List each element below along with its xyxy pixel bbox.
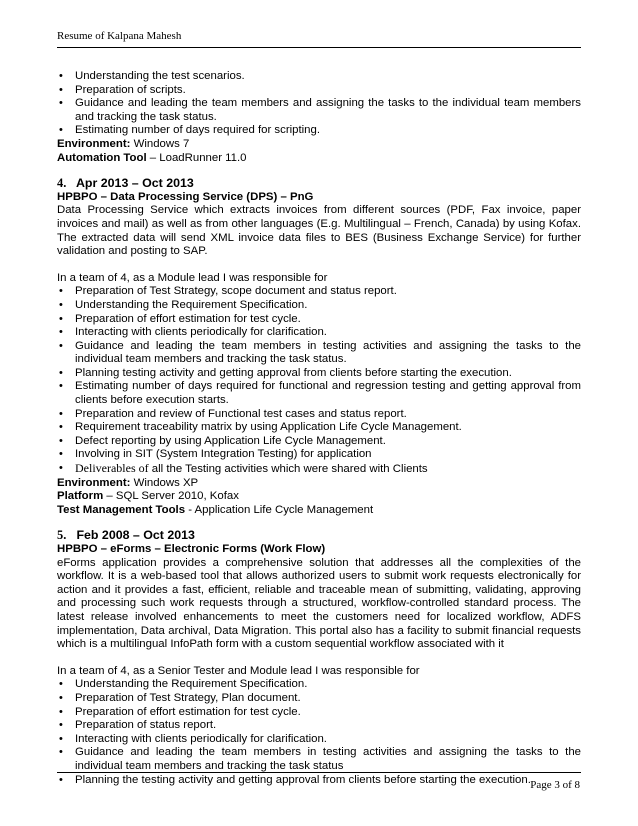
list-item: • Preparation of effort estimation for test cycle. — [57, 313, 581, 327]
list-item: • Interacting with clients periodically for clarification. — [57, 326, 581, 340]
deliverables-text: Deliverables of — [75, 461, 149, 476]
project-4-tools-line — [57, 504, 581, 518]
deliverables-rest: all the Testing activities which were shared with Clients — [148, 463, 428, 476]
environment-value: Windows 7 — [130, 137, 190, 150]
spacer — [57, 259, 581, 272]
list-item: • Understanding the test scenarios. — [57, 70, 581, 84]
list-item: • Preparation of effort estimation for test cycle. — [57, 706, 581, 720]
project-5-title: HPBPO – eForms – Electronic Forms (Work Flow) — [57, 543, 326, 555]
intro-bullet-list — [57, 70, 581, 138]
spacer — [57, 652, 581, 665]
list-item: • Requirement traceability matrix by using Application Life Cycle Management. — [57, 421, 581, 435]
project-5-team-intro: In a team of 4, as a Senior Tester and Module lead I was responsible for — [57, 664, 420, 677]
project-4-description: Data Processing Service which extracts invoices from different sources (PDF, Fax invoice, paper invoices and mail) as well as from other languages (E.g. Multilingual – French, Canada) by using Kofax. The extracted data will send XML invoice data files to BES (Business Exchange Service) for further validation and posting to SAP. — [57, 204, 581, 258]
project-4-responsibilities — [57, 285, 581, 476]
project-5-responsibilities — [57, 678, 581, 787]
project-4-number: 4. — [57, 176, 67, 191]
list-item: • Planning testing activity and getting approval from clients before starting the execution. — [57, 367, 581, 381]
project-4-period: Apr 2013 – Oct 2013 — [75, 176, 194, 191]
list-item: • Defect reporting by using Application Life Cycle Management. — [57, 435, 581, 449]
list-item: • Estimating number of days required for scripting. — [57, 124, 581, 138]
list-item: • Preparation of Test Strategy, Plan document. — [57, 692, 581, 706]
automation-tool-line — [57, 152, 581, 166]
environment-label: Environment: — [57, 476, 131, 489]
list-item: • Preparation and review of Functional test cases and status report. — [57, 408, 581, 422]
list-item: • Preparation of status report. — [57, 719, 581, 733]
tools-label: Test Management Tools — [57, 503, 186, 516]
environment-value: Windows XP — [130, 476, 199, 489]
project-4-heading — [57, 177, 581, 191]
platform-value: – SQL Server 2010, Kofax — [103, 490, 239, 503]
tools-value: - Application Life Cycle Management — [185, 503, 374, 516]
list-item: • Understanding the Requirement Specification. — [57, 678, 581, 692]
list-item: • Preparation of scripts. — [57, 84, 581, 98]
project-4-team-intro: In a team of 4, as a Module lead I was responsible for — [57, 271, 328, 284]
platform-label: Platform — [57, 490, 104, 503]
list-item: • Preparation of Test Strategy, scope document and status report. — [57, 285, 581, 299]
project-5-period: Feb 2008 – Oct 2013 — [76, 528, 195, 543]
project-4-platform-line — [57, 490, 581, 504]
automation-tool-label: Automation Tool — [57, 151, 147, 164]
list-item: • Planning the testing activity and getting approval from clients before starting the execution. — [57, 774, 581, 788]
list-item: • Guidance and leading the team members in testing activities and assigning the tasks to the individual team members and tracking the task status — [57, 746, 581, 773]
project-5-description: eForms application provides a comprehensive solution that addresses all the complexities of the workflow. It is a web-based tool that allows authorized users to submit work requests electronically for action and it provides a fast, efficient, reliable and traceable mean of submitting, validating, approving and processing such work requests through a structured, workflow-controlled standard process. The latest release involved enhancements to meet the customers need for localized workflow, ADFS implementation, Data archival, Data Migration. This portal also has a facility to submit financial requests which is a multilingual InfoPath form with a custom sequential workflow associated with it — [57, 556, 581, 651]
list-item: • Involving in SIT (System Integration Testing) for application — [57, 448, 581, 462]
project-5-number: 5. — [57, 528, 67, 543]
list-item: • Interacting with clients periodically for clarification. — [57, 733, 581, 747]
page-content — [57, 70, 581, 787]
header-divider — [57, 47, 581, 48]
project-4-title: HPBPO – Data Processing Service (DPS) – PnG — [57, 190, 314, 203]
list-item: • Estimating number of days required for functional and regression testing and getting approval from clients before execution starts. — [57, 380, 581, 407]
footer-divider — [57, 772, 581, 773]
list-item: • Guidance and leading the team members and assigning the tasks to the individual team members and tracking the task status. — [57, 97, 581, 124]
project-4-environment-line — [57, 477, 581, 491]
automation-tool-value: – LoadRunner 11.0 — [146, 151, 247, 164]
page-header-title: Resume of Kalpana Mahesh — [57, 30, 182, 42]
list-item — [57, 462, 581, 477]
page-number: Page 3 of 8 — [530, 779, 580, 791]
environment-line — [57, 138, 581, 152]
list-item: • Guidance and leading the team members in testing activities and assigning the tasks to the individual team members and tracking the task status. — [57, 340, 581, 367]
project-5-heading — [57, 529, 581, 543]
environment-label: Environment: — [57, 137, 131, 150]
list-item: • Understanding the Requirement Specification. — [57, 299, 581, 313]
